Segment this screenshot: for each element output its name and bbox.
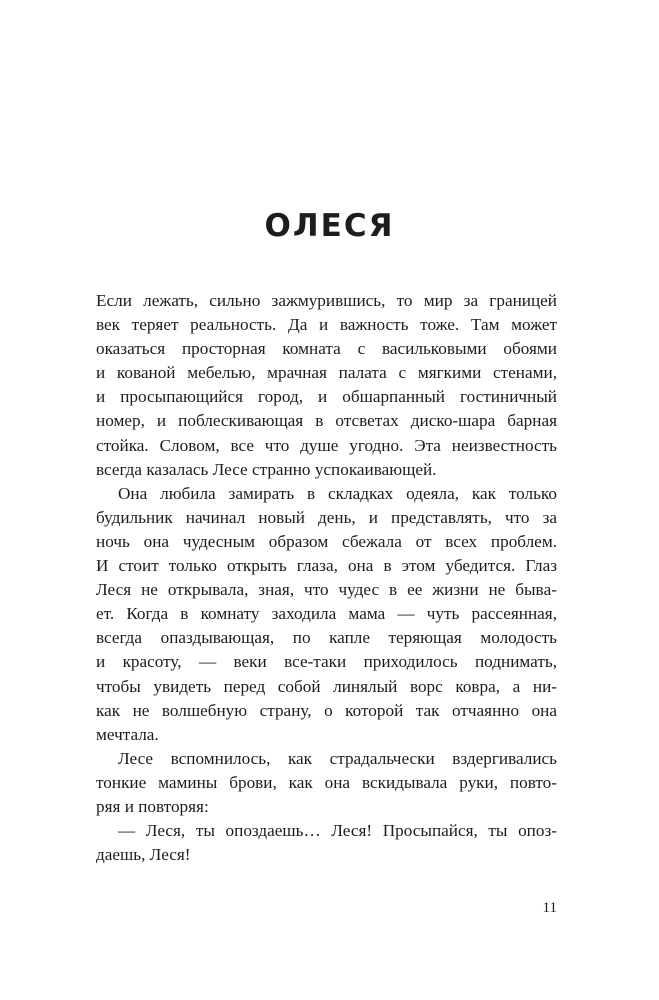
- text-line: И стоит только открыть глаза, она в этом убедится. Глаз: [96, 556, 557, 576]
- text-line: номер, и поблескивающая в отсветах диско-шара барная: [96, 411, 557, 431]
- text-line: Если лежать, сильно зажмурившись, то мир за границей: [96, 291, 557, 310]
- text-line: даешь, Леся!: [96, 845, 191, 865]
- text-line: и кованой мебелью, мрачная палата с мягкими стенами,: [96, 363, 557, 383]
- chapter-text: [96, 289, 557, 867]
- text-line: чтобы увидеть перед собой линялый ворс ковра, а ни-: [96, 676, 557, 696]
- text-line: Леся не открывала, зная, что чудес в ее жизни не бывa-: [96, 580, 557, 600]
- text-line: ет. Когда в комнату заходила мама — чуть рассеянная,: [96, 604, 557, 624]
- text-line: всегда казалась Лесе странно успокаивающей.: [96, 459, 437, 479]
- text-line: всегда опаздывающая, по капле теряющая молодость: [96, 628, 557, 648]
- text-line: век теряет реальность. Да и важность тоже. Там может: [96, 315, 557, 335]
- page-number: 11: [542, 900, 557, 916]
- text-line: мечтала.: [96, 724, 159, 744]
- text-line: тонкие мамины брови, как она вскидывала руки, повто-: [96, 772, 557, 792]
- text-line: Она любила замирать в складках одеяла, как только: [118, 483, 557, 503]
- chapter-title: ОЛЕСЯ: [264, 208, 395, 244]
- text-line: ночь она чудесным образом сбежала от всех проблем.: [96, 531, 557, 551]
- text-line: стойка. Словом, все что душе угодно. Эта неизвестность: [96, 435, 557, 455]
- text-line: — Леся, ты опоздаешь… Леся! Просыпайся, ты опоз-: [118, 821, 557, 841]
- text-line: ряя и повторяя:: [96, 796, 209, 816]
- text-line: и красоту, — веки все-таки приходилось поднимать,: [96, 652, 557, 672]
- text-line: оказаться просторная комната с васильковыми обоями: [96, 339, 557, 359]
- text-line: будильник начинал новый день, и представлять, что за: [96, 507, 557, 527]
- text-line: как не волшебную страну, о которой так отчаянно она: [96, 700, 557, 720]
- text-line: Лесе вспомнилось, как страдальчески вздергивались: [118, 748, 557, 768]
- text-line: и просыпающийся город, и обшарпанный гостиничный: [96, 387, 557, 407]
